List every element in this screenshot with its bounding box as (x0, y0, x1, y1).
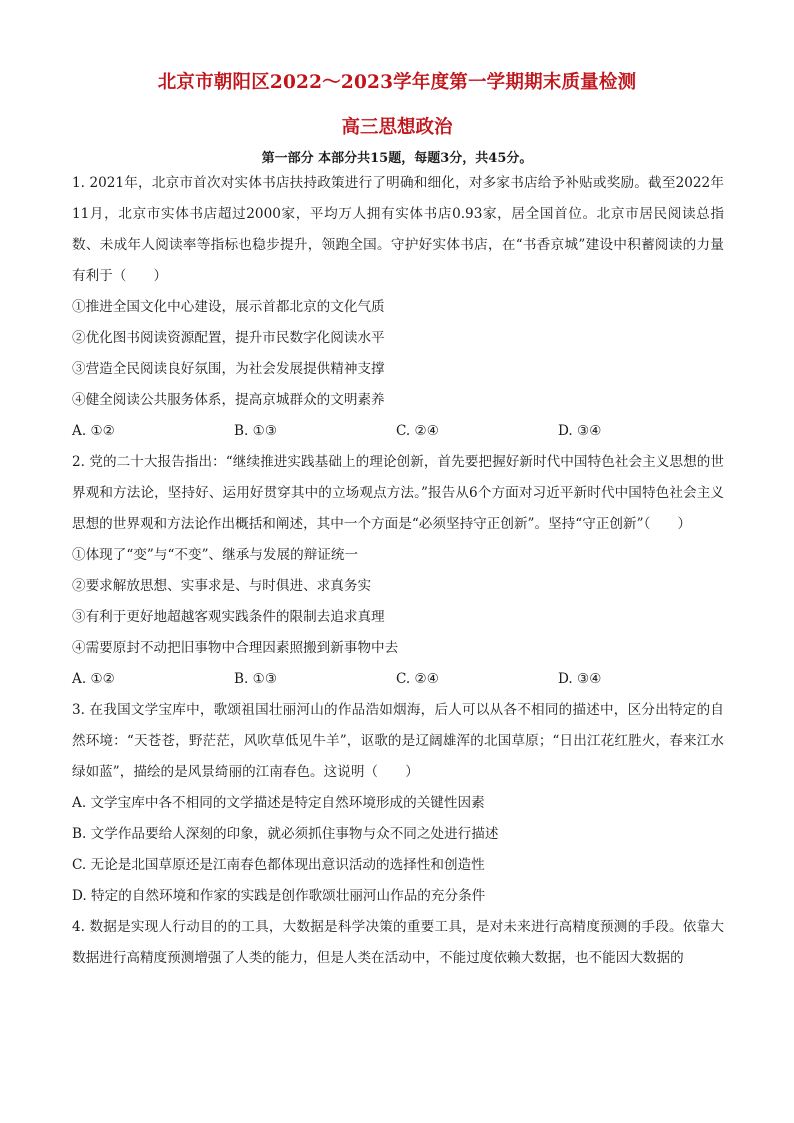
question-3 (72, 695, 724, 912)
choice-d: D. ③④ (558, 423, 602, 439)
choice-b: B. ①③ (234, 671, 278, 687)
document-subtitle: 高三思想政治 (341, 117, 453, 138)
option-b: B. 文学作品要给人深刻的印象，就必须抓住事物与众不同之处进行描述 (72, 826, 499, 842)
choice-a: A. ①② (72, 423, 115, 439)
document-title: 北京市朝阳区2022～2023学年度第一学期期末质量检测 (157, 72, 637, 93)
question-1 (72, 168, 724, 447)
question-stem: 3. 在我国文学宝库中，歌颂祖国壮丽河山的作品浩如烟海，后人可以从各不相同的描述中，区分出特定的自然环境：“天苍苍，野茫茫，风吹草低见牛羊”，讴歌的是辽阔雄浑的北国草原；“日出江花红胜火，春来江水绿如蓝”，描绘的是风景绮丽的江南春色。这说明（ ） (72, 702, 724, 780)
statement-item: ①推进全国文化中心建设，展示首都北京的文化气质 (72, 299, 385, 315)
statement-item: ②要求解放思想、实事求是、与时俱进、求真务实 (72, 578, 372, 594)
option-c: C. 无论是北国草原还是江南春色都体现出意识活动的选择性和创造性 (72, 857, 485, 873)
statement-item: ④健全阅读公共服务体系，提高京城群众的文明素养 (72, 392, 385, 408)
choice-c: C. ②④ (396, 671, 439, 687)
option-a: A. 文学宝库中各不相同的文学描述是特定自然环境形成的关键性因素 (72, 795, 485, 811)
statement-item: ③营造全民阅读良好氛围，为社会发展提供精神支撑 (72, 361, 385, 377)
question-stem: 1. 2021年，北京市首次对实体书店扶持政策进行了明确和细化，对多家书店给予补贴或奖励。截至2022年11月，北京市实体书店超过2000家，平均万人拥有实体书店0.93家，居全国首位。北京市居民阅读总指数、未成年人阅读率等指标也稳步提升，领跑全国。守护好实体书店，在“书香京城”建设中积蓄阅读的力量有利于（ ） (72, 175, 724, 284)
statement-item: ③有利于更好地超越客观实践条件的限制去追求真理 (72, 609, 385, 625)
question-stem: 2. 党的二十大报告指出：“继续推进实践基础上的理论创新，首先要把握好新时代中国特色社会主义思想的世界观和方法论，坚持好、运用好贯穿其中的立场观点方法。”报告从6个方面对习近平新时代中国特色社会主义思想的世界观和方法论作出概括和阐述，其中一个方面是“必须坚持守正创新”。坚持“守正创新”（ ） (72, 454, 724, 532)
choice-d: D. ③④ (558, 671, 602, 687)
statement-item: ②优化图书阅读资源配置，提升市民数字化阅读水平 (72, 330, 385, 346)
question-stem: 4. 数据是实现人行动目的的工具，大数据是科学决策的重要工具，是对未来进行高精度预测的手段。依靠大数据进行高精度预测增强了人类的能力，但是人类在活动中，不能过度依赖大数据，也不能因大数据的 (72, 919, 724, 966)
question-content (72, 168, 724, 974)
question-4 (72, 912, 724, 974)
part-header: 第一部分 本部分共15题，每题3分，共45分。 (261, 151, 533, 166)
option-d: D. 特定的自然环境和作家的实践是创作歌颂壮丽河山作品的充分条件 (72, 888, 486, 904)
choice-c: C. ②④ (396, 423, 439, 439)
answer-choices (72, 664, 724, 695)
statement-item: ④需要原封不动把旧事物中合理因素照搬到新事物中去 (72, 640, 399, 656)
question-2 (72, 447, 724, 695)
answer-choices (72, 416, 724, 447)
choice-a: A. ①② (72, 671, 115, 687)
statement-item: ①体现了“变”与“不变”、继承与发展的辩证统一 (72, 547, 359, 563)
choice-b: B. ①③ (234, 423, 278, 439)
